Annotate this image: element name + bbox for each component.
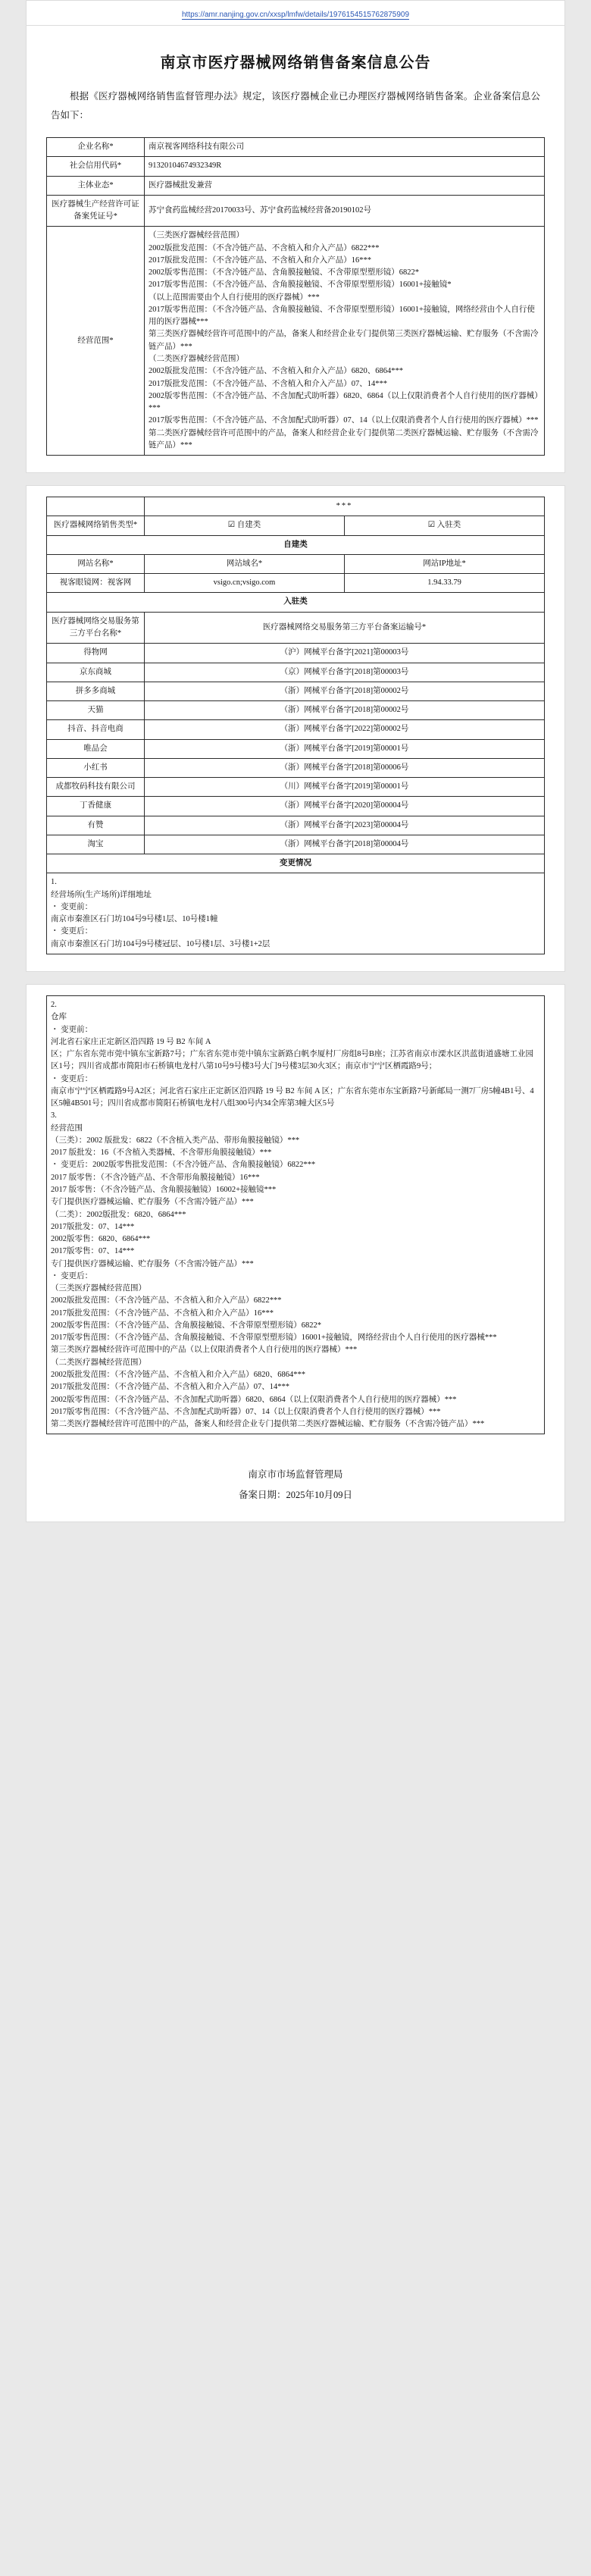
sheet-2 — [26, 485, 565, 972]
cell-domain: vsigo.cn;vsigo.com — [145, 574, 345, 593]
scope-cell — [145, 227, 545, 456]
row-label: 主体业态* — [47, 176, 145, 195]
changes-line: （二类）：2002版批发：6820、6864*** — [51, 1210, 186, 1219]
col-header-platform-name: 医疗器械网络交易服务第三方平台名称* — [47, 612, 145, 644]
sheet-1 — [26, 25, 565, 473]
changes-block-2 — [47, 996, 545, 1434]
scope-line: 第三类医疗器械经营许可范围中的产品，备案人和经营企业专门提供第三类医疗器械运输、贮存服务（不含需冷链产品）*** — [149, 330, 539, 351]
table-row — [47, 157, 545, 176]
changes-line: 2017版零售范围：（不含冷链产品、不含加配式助听器）07、14（以上仅限消费者个人自行使用的医疗器械）*** — [51, 1407, 441, 1416]
sheet-3 — [26, 984, 565, 1522]
scope-line: 2002版零售范围：（不含冷链产品、含角膜接触镜、不含带原型塑形镜）6822* — [149, 268, 419, 277]
checkbox-mark-icon: ☑ — [427, 521, 436, 530]
cell-platform-name: 拼多多商城 — [47, 682, 145, 700]
signature-block — [46, 1465, 545, 1505]
scope-line: 2017版零售范围：（不含冷链产品、不含加配式助听器）07、14（以上仅限消费者个人自行使用的医疗器械）*** — [149, 416, 539, 425]
row-label: 经营范围* — [47, 227, 145, 456]
cell-platform-record: （浙）网械平台备字[2020]第00004号 — [145, 797, 545, 816]
changes-line: 区；广东省东莞市莞中镇东宝新路7号；广东省东莞市莞中镇东宝新路白帆李厦村厂房组8号B座；江苏省南京市溧水区洪蓝街道盛塘工业园区1号；四川省成都市简阳市石桥镇电龙村八第10号9号楼3号大门9号楼3层30火3区；南京市宁宁区栖霞路9号； — [51, 1050, 534, 1071]
scope-line: 2002版零售范围：（不含冷链产品、不含加配式助听器）6820、6864（以上仅限消费者个人自行使用的医疗器械）*** — [149, 391, 539, 413]
section-title-changes: 变更情况 — [47, 854, 545, 873]
table-row — [47, 138, 545, 157]
scope-line: 2017版批发范围：（不含冷链产品、不含植入和介入产品）07、14*** — [149, 379, 387, 388]
browser-url-bar — [26, 0, 565, 25]
table-row — [47, 835, 545, 854]
changes-line: 2002版零售范围：（不含冷链产品、不含加配式助听器）6820、6864（以上仅限消费者个人自行使用的医疗器械）*** — [51, 1395, 457, 1404]
scope-line: （以上范围需要由个人自行使用的医疗器械）*** — [149, 293, 320, 302]
cell-platform-name: 丁香健康 — [47, 797, 145, 816]
col-header-site-name: 网站名称* — [47, 554, 145, 573]
row-label: 企业名称* — [47, 138, 145, 157]
changes-line: 2017版批发范围：（不含冷链产品、不含植入和介入产品）16*** — [51, 1308, 274, 1318]
changes-line: 3. — [51, 1111, 57, 1120]
cell-platform-name: 京东商城 — [47, 663, 145, 682]
table-row — [47, 195, 545, 227]
changes-line: 2002版零售：6820、6864*** — [51, 1235, 151, 1244]
table-row — [47, 778, 545, 797]
changes-line: ・ 变更前： — [51, 1025, 93, 1034]
changes-line: 专门提供医疗器械运输、贮存服务（不含需冷链产品）*** — [51, 1198, 254, 1207]
cell-platform-record: （浙）网械平台备字[2022]第00002号 — [145, 720, 545, 739]
table-row — [47, 720, 545, 739]
changes-line: 经营范围 — [51, 1123, 83, 1133]
col-header-domain: 网站域名* — [145, 554, 345, 573]
stars-cell: *** — [145, 497, 545, 516]
table-row — [47, 574, 545, 593]
table-row — [47, 535, 545, 554]
col-header-ip: 网站IP地址* — [345, 554, 545, 573]
changes-line: 2017版零售：07、14*** — [51, 1247, 135, 1256]
changes-line: 2017 版零售：（不含冷链产品、不含带形角膜接触镜）16*** — [51, 1173, 260, 1182]
scope-line: 2002版批发范围：（不含冷链产品、不含植入和介入产品）6822*** — [149, 243, 380, 252]
cell-platform-record: （浙）网械平台备字[2018]第00002号 — [145, 682, 545, 700]
cell-platform-record: （沪）网械平台备字[2021]第00003号 — [145, 644, 545, 663]
table-row — [47, 593, 545, 612]
scope-line: 2002版批发范围：（不含冷链产品、不含植入和介入产品）6820、6864*** — [149, 367, 403, 376]
filing-date: 备案日期：2025年10月09日 — [238, 1489, 352, 1500]
changes-line: 南京市秦淮区石门坊104号9号楼1层、10号楼1幢 — [51, 915, 218, 924]
table-row-scope — [47, 227, 545, 456]
changes-line: 2017 版零售：（不含冷链产品、含角膜接触镜）16002+接触镜*** — [51, 1186, 277, 1194]
changes-line: 2017版批发范围：（不含冷链产品、不含植入和介入产品）07、14*** — [51, 1383, 289, 1392]
changes-line: （二类医疗器械经营范围） — [51, 1358, 146, 1367]
row-label: 医疗器械生产经营许可证备案凭证号* — [47, 195, 145, 227]
scope-line: 2017版零售范围：（不含冷链产品、含角膜接触镜、不含带原型塑形镜）16001+接触镜，网络经营由个人自行使用的医疗器械*** — [149, 305, 535, 327]
changes-line: 2. — [51, 1001, 57, 1010]
scope-line: 2017版批发范围：（不含冷链产品、不含植入和介入产品）16*** — [149, 255, 371, 265]
table-row — [47, 797, 545, 816]
changes-line: ・ 变更后： — [51, 927, 93, 936]
changes-line: 第三类医疗器械经营许可范围中的产品（以上仅限消费者个人自行使用的医疗器械）*** — [51, 1346, 358, 1355]
cell-platform-record: （浙）网械平台备字[2018]第00006号 — [145, 758, 545, 777]
changes-line: 经营场所(生产场所)详细地址 — [51, 890, 152, 899]
scope-line: （三类医疗器械经营范围） — [149, 231, 244, 240]
issuing-authority: 南京市市场监督管理局 — [248, 1469, 343, 1481]
table-row — [47, 996, 545, 1434]
checkbox-label: 入驻类 — [436, 521, 461, 530]
cell-platform-record: （川）网械平台备字[2019]第00001号 — [145, 778, 545, 797]
changes-line: 专门提供医疗器械运输、贮存服务（不含需冷链产品）*** — [51, 1259, 254, 1268]
changes-line: 2002版批发范围：（不含冷链产品、不含植入和介入产品）6822*** — [51, 1296, 282, 1305]
changes-line: ・ 变更后： — [51, 1271, 93, 1280]
changes-line: 南京市宁宁区栖霞路9号A2区；河北省石家庄正定新区沿四路 19 号 B2 车间 A 区；广东省东莞市东宝新路7号新邮局一测7厂房5幢4B1号、4区5幢4B501号；四川省成都市简阳石桥镇电龙村八组300号内34全库第3幢大区5号 — [51, 1086, 534, 1108]
changes-line: 河北省石家庄正定新区沿四路 19 号 B2 车间 A — [51, 1037, 211, 1046]
spacer-cell — [47, 497, 145, 516]
table-row — [47, 663, 545, 682]
table-row — [47, 873, 545, 954]
scope-line: 2017版零售范围：（不含冷链产品、含角膜接触镜、不含带原型塑形镜）16001+接触镜* — [149, 280, 452, 290]
row-value: 苏宁食药监械经营20170033号、苏宁食药监械经营备20190102号 — [145, 195, 545, 227]
table-row — [47, 739, 545, 758]
changes-line: （三类医疗器械经营范围） — [51, 1284, 146, 1293]
table-row — [47, 497, 545, 516]
row-value: 医疗器械批发兼营 — [145, 176, 545, 195]
cell-platform-name: 唯品会 — [47, 739, 145, 758]
checkbox-platform[interactable] — [345, 516, 545, 535]
sale-type-table — [46, 497, 545, 954]
changes-line: ・ 变更后：2002版零售批发范围：（不含冷链产品、含角膜接触镜）6822*** — [51, 1161, 316, 1170]
changes-line: 2002版零售范围：（不含冷链产品、含角膜接触镜、不含带原型塑形镜）6822* — [51, 1321, 321, 1330]
changes-line: 2017 版批发：16（不含植入类器械、不含带形角膜接触镜）*** — [51, 1149, 272, 1158]
table-row — [47, 176, 545, 195]
row-value: 南京视客网络科技有限公司 — [145, 138, 545, 157]
changes-line: 第二类医疗器械经营许可范围中的产品，备案人和经营企业专门提供第二类医疗器械运输、贮存服务（不含需冷链产品）*** — [51, 1420, 485, 1429]
table-row — [47, 816, 545, 835]
section-title-platform: 入驻类 — [47, 593, 545, 612]
checkbox-mark-icon: ☑ — [227, 521, 236, 530]
scope-line: 第二类医疗器械经营许可范围中的产品，备案人和经营企业专门提供第二类医疗器械运输、贮存服务（不含需冷链产品）*** — [149, 428, 539, 450]
table-row — [47, 758, 545, 777]
cell-platform-name: 天猫 — [47, 701, 145, 720]
cell-platform-record: （浙）网械平台备字[2018]第00002号 — [145, 701, 545, 720]
table-header-row — [47, 554, 545, 573]
table-row — [47, 644, 545, 663]
sale-type-label: 医疗器械网络销售类型* — [47, 516, 145, 535]
checkbox-self-built[interactable] — [145, 516, 345, 535]
changes-line: 2017版批发：07、14*** — [51, 1222, 135, 1231]
page-title: 南京市医疗器械网络销售备案信息公告 — [160, 55, 431, 71]
section-title-self-built: 自建类 — [47, 535, 545, 554]
cell-platform-name: 得物网 — [47, 644, 145, 663]
changes-line: 2017版零售范围：（不含冷链产品、含角膜接触镜、不含带原型塑形镜）16001+接触镜，网络经营由个人自行使用的医疗器械*** — [51, 1333, 497, 1343]
checkbox-label: 自建类 — [236, 521, 261, 530]
changes-line: 1. — [51, 878, 57, 887]
table-row — [47, 701, 545, 720]
cell-platform-record: （浙）网械平台备字[2018]第00004号 — [145, 835, 545, 854]
cell-platform-record: （京）网械平台备字[2018]第00003号 — [145, 663, 545, 682]
changes-block-1 — [47, 873, 545, 954]
changes-line: 仓库 — [51, 1013, 67, 1022]
cell-platform-name: 有赞 — [47, 816, 145, 835]
col-header-platform-record: 医疗器械网络交易服务第三方平台备案运输号* — [145, 612, 545, 644]
cell-platform-name: 小红书 — [47, 758, 145, 777]
scope-line: （二类医疗器械经营范围） — [149, 354, 244, 363]
changes-line: ・ 变更前： — [51, 902, 93, 911]
cell-platform-record: （浙）网械平台备字[2023]第00004号 — [145, 816, 545, 835]
changes-line: 南京市秦淮区石门坊104号9号楼冠层、10号楼1层、3号楼1+2层 — [51, 939, 270, 948]
table-row — [47, 682, 545, 700]
cell-platform-record: （浙）网械平台备字[2019]第00001号 — [145, 739, 545, 758]
changes-line: （三类）：2002 版批发：6822（不含植入类产品、带形角膜接触镜）*** — [51, 1136, 300, 1145]
basic-info-table — [46, 137, 545, 456]
cell-platform-name: 淘宝 — [47, 835, 145, 854]
row-label: 社会信用代码* — [47, 157, 145, 176]
table-row — [47, 854, 545, 873]
cell-platform-name: 抖音、抖音电商 — [47, 720, 145, 739]
changes-table-2 — [46, 995, 545, 1434]
cell-ip: 1.94.33.79 — [345, 574, 545, 593]
changes-line: ・ 变更后： — [51, 1074, 93, 1083]
changes-line: 2002版批发范围：（不含冷链产品、不含植入和介入产品）6820、6864*** — [51, 1370, 305, 1379]
table-header-row — [47, 612, 545, 644]
cell-platform-name: 成都牧码科技有限公司 — [47, 778, 145, 797]
intro-paragraph: 根据《医疗器械网络销售监督管理办法》规定，该医疗器械企业已办理医疗器械网络销售备案。企业备案信息公告如下： — [51, 91, 540, 121]
cell-site-name: 视客眼镜网：视客网 — [47, 574, 145, 593]
page-url[interactable]: https://amr.nanjing.gov.cn/xxsp/lmfw/details/1976154515762875909 — [181, 11, 409, 19]
table-row — [47, 516, 545, 535]
row-value: 91320104674932349R — [145, 157, 545, 176]
